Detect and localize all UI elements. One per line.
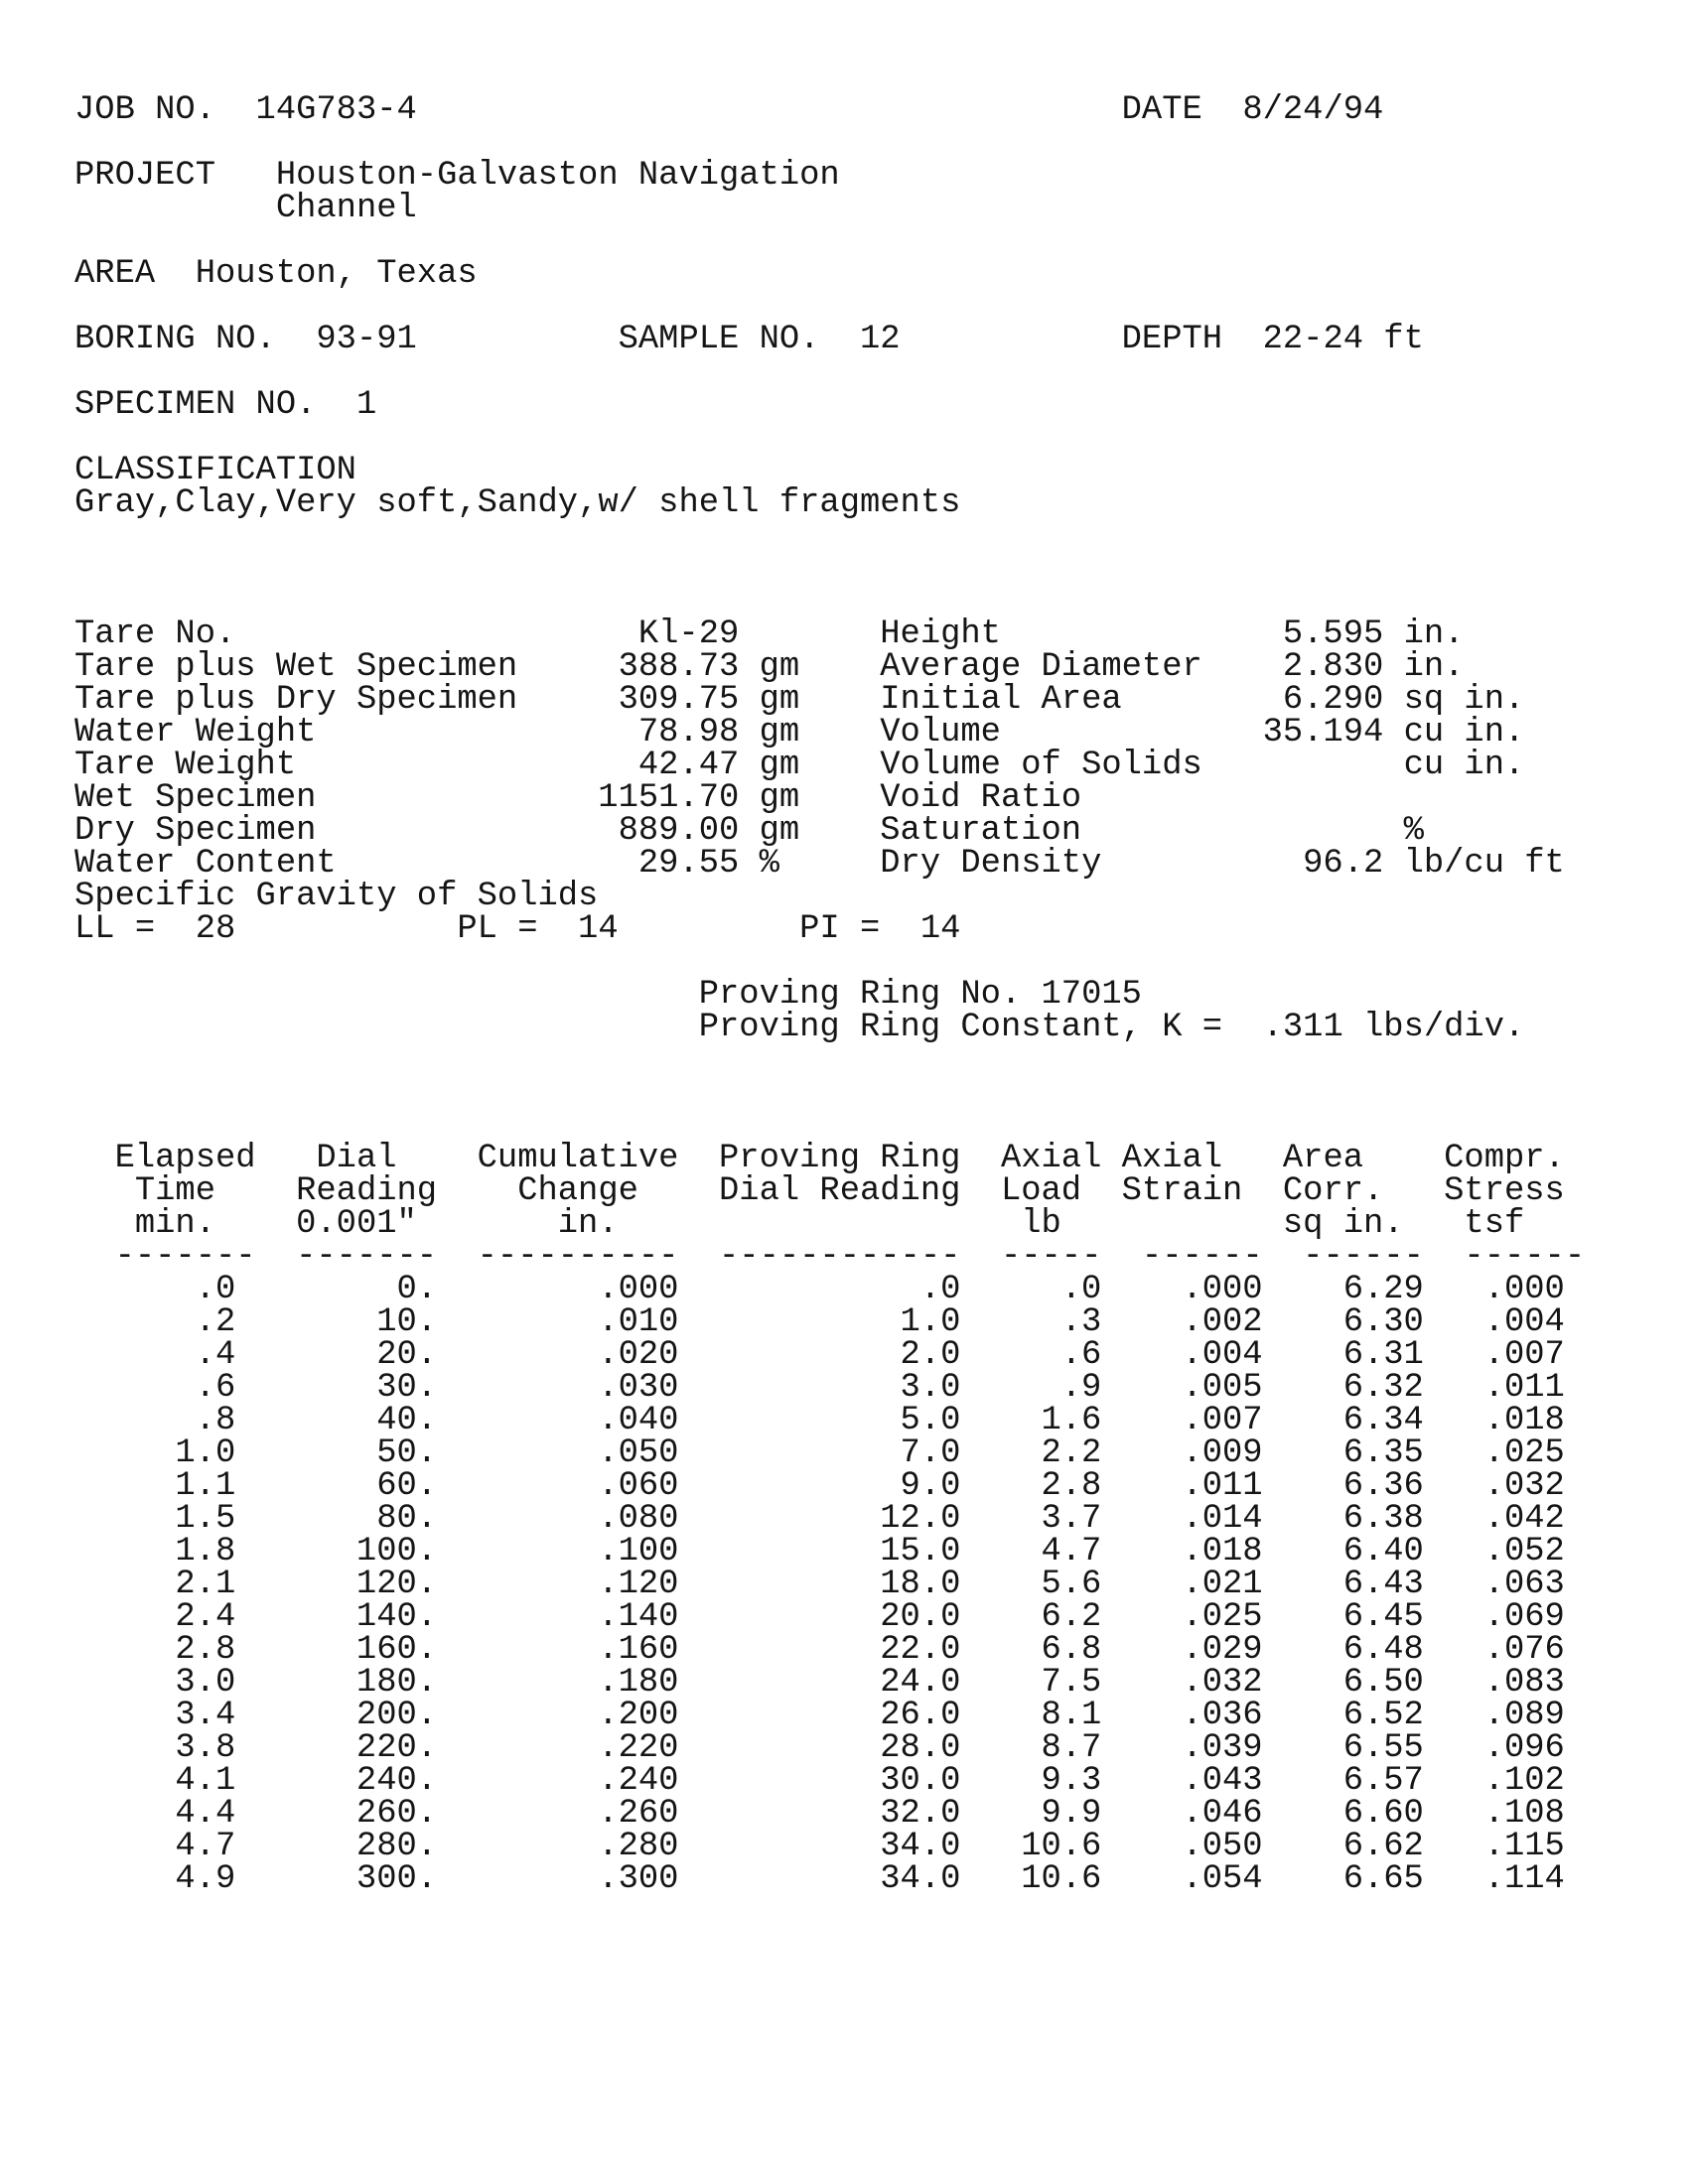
cell-axial-strain: .046: [1182, 1795, 1263, 1833]
cell-area-corr: 6.35: [1342, 1434, 1424, 1472]
cell-area-corr: 6.50: [1342, 1664, 1424, 1702]
atterberg-line: [74, 910, 1623, 948]
table-row: [74, 1271, 1623, 1308]
measurement-right-value: 96.2: [1303, 845, 1384, 883]
cell-axial-strain: .036: [1182, 1697, 1263, 1734]
cell-compr-stress: .025: [1483, 1434, 1565, 1472]
table-row: [74, 1303, 1623, 1341]
cell-area-corr: 6.52: [1342, 1697, 1424, 1734]
table-row: [74, 1533, 1623, 1570]
cell-dial-reading: 50.: [376, 1434, 438, 1472]
cell-proving-ring-dial: 2.0: [900, 1336, 961, 1374]
measurement-right-unit: cu in.: [1403, 714, 1525, 751]
cell-proving-ring-dial: .0: [919, 1271, 961, 1308]
measurement-left-value: 309.75: [618, 681, 740, 719]
ll-label: LL =: [74, 910, 156, 948]
cell-area-corr: 6.30: [1342, 1303, 1424, 1341]
cell-proving-ring-dial: 3.0: [900, 1369, 961, 1407]
cell-proving-ring-dial: 34.0: [880, 1860, 961, 1898]
table-header-line-2: [74, 1172, 1623, 1210]
proving-ring-k-value: .311: [1262, 1009, 1343, 1046]
cell-axial-load: .3: [1060, 1303, 1102, 1341]
cell-axial-load: 2.2: [1041, 1434, 1102, 1472]
cell-dial-reading: 100.: [355, 1533, 438, 1570]
cell-elapsed-time: 1.0: [175, 1434, 236, 1472]
column-header: Axial: [1000, 1140, 1102, 1177]
table-row: [74, 1795, 1623, 1833]
column-header: Axial: [1121, 1140, 1223, 1177]
measurement-right-unit: cu in.: [1403, 747, 1525, 784]
pl-value: 14: [578, 910, 619, 948]
cell-cumulative-change: .280: [598, 1828, 679, 1865]
specimen-line: [74, 386, 1623, 424]
cell-area-corr: 6.29: [1342, 1271, 1424, 1308]
project-name-1: Houston-Galvaston Navigation: [275, 157, 840, 195]
cell-elapsed-time: 3.8: [175, 1729, 236, 1767]
proving-ring-no-value: 17015: [1041, 976, 1142, 1014]
job-no-value: 14G783-4: [255, 91, 417, 129]
cell-axial-load: 8.1: [1041, 1697, 1102, 1734]
proving-ring-constant-line: [74, 1009, 1623, 1046]
cell-proving-ring-dial: 1.0: [900, 1303, 961, 1341]
area-line: [74, 255, 1623, 293]
classification-label: CLASSIFICATION: [74, 452, 356, 489]
measurement-left-unit: gm: [759, 648, 800, 686]
cell-cumulative-change: .060: [598, 1467, 679, 1505]
cell-area-corr: 6.40: [1342, 1533, 1424, 1570]
measurement-row: [74, 648, 1623, 686]
measurement-left-value: 388.73: [618, 648, 740, 686]
column-header: Cumulative: [477, 1140, 679, 1177]
table-row: [74, 1631, 1623, 1669]
cell-area-corr: 6.38: [1342, 1500, 1424, 1538]
cell-axial-strain: .043: [1182, 1762, 1263, 1800]
ll-value: 28: [195, 910, 236, 948]
measurement-right-unit: in.: [1403, 648, 1465, 686]
cell-elapsed-time: 2.4: [175, 1598, 236, 1636]
measurement-left-value: 42.47: [637, 747, 740, 784]
cell-cumulative-change: .010: [598, 1303, 679, 1341]
cell-compr-stress: .018: [1483, 1402, 1565, 1439]
cell-dial-reading: 120.: [355, 1566, 438, 1603]
cell-cumulative-change: .300: [598, 1860, 679, 1898]
column-header: Stress: [1444, 1172, 1565, 1210]
cell-axial-load: 9.3: [1041, 1762, 1102, 1800]
cell-axial-load: 7.5: [1041, 1664, 1102, 1702]
cell-area-corr: 6.57: [1342, 1762, 1424, 1800]
cell-dial-reading: 140.: [355, 1598, 438, 1636]
column-header: Compr.: [1444, 1140, 1565, 1177]
cell-elapsed-time: 3.4: [175, 1697, 236, 1734]
measurement-right-value: 6.290: [1282, 681, 1384, 719]
cell-elapsed-time: 1.5: [175, 1500, 236, 1538]
cell-axial-load: 10.6: [1021, 1860, 1102, 1898]
measurement-row: [74, 812, 1623, 850]
cell-dial-reading: 260.: [355, 1795, 438, 1833]
cell-compr-stress: .063: [1483, 1566, 1565, 1603]
column-header: Corr.: [1282, 1172, 1384, 1210]
cell-proving-ring-dial: 28.0: [880, 1729, 961, 1767]
pl-label: PL =: [457, 910, 538, 948]
cell-elapsed-time: 4.7: [175, 1828, 236, 1865]
cell-compr-stress: .000: [1483, 1271, 1565, 1308]
cell-area-corr: 6.45: [1342, 1598, 1424, 1636]
cell-axial-strain: .002: [1182, 1303, 1263, 1341]
cell-cumulative-change: .120: [598, 1566, 679, 1603]
depth-value: 22-24 ft: [1262, 321, 1424, 358]
cell-dial-reading: 40.: [376, 1402, 438, 1439]
boring-sample-depth-line: [74, 321, 1623, 358]
cell-elapsed-time: .6: [195, 1369, 236, 1407]
cell-axial-load: 1.6: [1041, 1402, 1102, 1439]
cell-compr-stress: .096: [1483, 1729, 1565, 1767]
measurement-left-value: 78.98: [637, 714, 740, 751]
table-separator: ------- ------- ---------- ------------ ----- ------ ------ ------: [74, 1238, 1586, 1276]
cell-axial-load: 3.7: [1041, 1500, 1102, 1538]
cell-axial-strain: .007: [1182, 1402, 1263, 1439]
cell-cumulative-change: .140: [598, 1598, 679, 1636]
measurement-right-label: Average Diameter: [880, 648, 1202, 686]
boring-label: BORING NO.: [74, 321, 276, 358]
cell-cumulative-change: .050: [598, 1434, 679, 1472]
measurement-right-value: 5.595: [1282, 615, 1384, 653]
measurement-left-label: Tare Weight: [74, 747, 297, 784]
measurement-right-unit: %: [1403, 812, 1424, 850]
measurement-right-label: Initial Area: [880, 681, 1122, 719]
cell-proving-ring-dial: 34.0: [880, 1828, 961, 1865]
column-header: Change: [517, 1172, 638, 1210]
cell-axial-strain: .004: [1182, 1336, 1263, 1374]
measurement-left-value: 29.55: [637, 845, 740, 883]
cell-compr-stress: .011: [1483, 1369, 1565, 1407]
table-row: [74, 1566, 1623, 1603]
table-row: [74, 1762, 1623, 1800]
cell-cumulative-change: .080: [598, 1500, 679, 1538]
measurement-left-unit: gm: [759, 812, 800, 850]
column-header: Reading: [296, 1172, 438, 1210]
cell-cumulative-change: .030: [598, 1369, 679, 1407]
cell-area-corr: 6.31: [1342, 1336, 1424, 1374]
project-line: [74, 157, 1623, 195]
cell-axial-strain: .014: [1182, 1500, 1263, 1538]
measurement-left-unit: gm: [759, 681, 800, 719]
column-header: Time: [134, 1172, 215, 1210]
measurement-left-label: Tare plus Dry Specimen: [74, 681, 518, 719]
cell-proving-ring-dial: 26.0: [880, 1697, 961, 1734]
cell-compr-stress: .115: [1483, 1828, 1565, 1865]
cell-area-corr: 6.60: [1342, 1795, 1424, 1833]
cell-compr-stress: .076: [1483, 1631, 1565, 1669]
specific-gravity-label: Specific Gravity of Solids: [74, 878, 599, 915]
cell-axial-strain: .000: [1182, 1271, 1263, 1308]
measurement-right-unit: in.: [1403, 615, 1465, 653]
cell-dial-reading: 240.: [355, 1762, 438, 1800]
job-no-label: JOB NO.: [74, 91, 215, 129]
measurement-right-label: Saturation: [880, 812, 1082, 850]
cell-cumulative-change: .020: [598, 1336, 679, 1374]
classification-value: Gray,Clay,Very soft,Sandy,w/ shell fragments: [74, 484, 961, 522]
measurement-right-label: Void Ratio: [880, 779, 1082, 817]
date-label: DATE: [1121, 91, 1202, 129]
column-header: Proving Ring: [719, 1140, 961, 1177]
cell-axial-strain: .029: [1182, 1631, 1263, 1669]
table-row: [74, 1336, 1623, 1374]
cell-area-corr: 6.65: [1342, 1860, 1424, 1898]
cell-proving-ring-dial: 24.0: [880, 1664, 961, 1702]
column-header: lb: [1021, 1205, 1061, 1243]
measurement-right-value: 35.194: [1262, 714, 1384, 751]
measurement-left-unit: gm: [759, 747, 800, 784]
table-header-line-1: [74, 1140, 1623, 1177]
table-row: [74, 1729, 1623, 1767]
cell-area-corr: 6.48: [1342, 1631, 1424, 1669]
table-row: [74, 1697, 1623, 1734]
document-body: [74, 91, 1623, 1898]
measurement-left-label: Water Content: [74, 845, 337, 883]
measurement-right-label: Volume: [880, 714, 1001, 751]
area-value: Houston, Texas: [195, 255, 478, 293]
cell-area-corr: 6.55: [1342, 1729, 1424, 1767]
cell-dial-reading: 30.: [376, 1369, 438, 1407]
measurement-right-unit: sq in.: [1403, 681, 1525, 719]
cell-elapsed-time: .8: [195, 1402, 236, 1439]
cell-axial-load: 8.7: [1041, 1729, 1102, 1767]
proving-ring-no-line: [74, 976, 1623, 1014]
cell-area-corr: 6.34: [1342, 1402, 1424, 1439]
cell-axial-strain: .005: [1182, 1369, 1263, 1407]
project-line-2: [74, 190, 1623, 227]
table-header-line-3: [74, 1205, 1623, 1243]
cell-area-corr: 6.36: [1342, 1467, 1424, 1505]
cell-proving-ring-dial: 18.0: [880, 1566, 961, 1603]
classification-value-line: [74, 484, 1623, 522]
cell-axial-load: 5.6: [1041, 1566, 1102, 1603]
cell-elapsed-time: 2.1: [175, 1566, 236, 1603]
cell-elapsed-time: 4.4: [175, 1795, 236, 1833]
cell-proving-ring-dial: 5.0: [900, 1402, 961, 1439]
cell-axial-strain: .054: [1182, 1860, 1263, 1898]
cell-elapsed-time: 4.1: [175, 1762, 236, 1800]
column-header: min.: [134, 1205, 215, 1243]
cell-compr-stress: .052: [1483, 1533, 1565, 1570]
cell-cumulative-change: .200: [598, 1697, 679, 1734]
cell-dial-reading: 0.: [396, 1271, 438, 1308]
cell-proving-ring-dial: 12.0: [880, 1500, 961, 1538]
cell-dial-reading: 300.: [355, 1860, 438, 1898]
depth-label: DEPTH: [1121, 321, 1223, 358]
sample-label: SAMPLE NO.: [618, 321, 820, 358]
measurement-right-unit: lb/cu ft: [1403, 845, 1565, 883]
specific-gravity-line: [74, 878, 1623, 915]
cell-axial-strain: .021: [1182, 1566, 1263, 1603]
cell-proving-ring-dial: 30.0: [880, 1762, 961, 1800]
cell-elapsed-time: .2: [195, 1303, 236, 1341]
cell-dial-reading: 220.: [355, 1729, 438, 1767]
cell-compr-stress: .114: [1483, 1860, 1565, 1898]
table-row: [74, 1434, 1623, 1472]
cell-axial-load: 4.7: [1041, 1533, 1102, 1570]
cell-dial-reading: 60.: [376, 1467, 438, 1505]
cell-cumulative-change: .040: [598, 1402, 679, 1439]
cell-axial-load: .6: [1060, 1336, 1102, 1374]
table-row: [74, 1664, 1623, 1702]
cell-elapsed-time: 1.8: [175, 1533, 236, 1570]
cell-elapsed-time: .0: [195, 1271, 236, 1308]
measurement-right-label: Height: [880, 615, 1001, 653]
cell-compr-stress: .069: [1483, 1598, 1565, 1636]
cell-cumulative-change: .240: [598, 1762, 679, 1800]
measurement-left-unit: gm: [759, 714, 800, 751]
measurement-right-label: Dry Density: [880, 845, 1102, 883]
cell-cumulative-change: .220: [598, 1729, 679, 1767]
table-row: [74, 1402, 1623, 1439]
boring-value: 93-91: [316, 321, 417, 358]
cell-compr-stress: .089: [1483, 1697, 1565, 1734]
data-table-header: [74, 1140, 1623, 1243]
cell-compr-stress: .032: [1483, 1467, 1565, 1505]
column-header: Dial Reading: [719, 1172, 961, 1210]
cell-cumulative-change: .100: [598, 1533, 679, 1570]
cell-dial-reading: 10.: [376, 1303, 438, 1341]
cell-axial-strain: .050: [1182, 1828, 1263, 1865]
measurement-right-label: Volume of Solids: [880, 747, 1202, 784]
cell-proving-ring-dial: 20.0: [880, 1598, 961, 1636]
cell-area-corr: 6.62: [1342, 1828, 1424, 1865]
cell-cumulative-change: .000: [598, 1271, 679, 1308]
sample-value: 12: [859, 321, 901, 358]
cell-axial-load: 10.6: [1021, 1828, 1102, 1865]
measurement-left-label: Tare No.: [74, 615, 236, 653]
column-header: sq in.: [1282, 1205, 1404, 1243]
cell-elapsed-time: 2.8: [175, 1631, 236, 1669]
measurements-block: [74, 615, 1623, 883]
cell-axial-load: 6.2: [1041, 1598, 1102, 1636]
proving-ring-no-label: Proving Ring No.: [698, 976, 1022, 1014]
project-name-2: Channel: [275, 190, 417, 227]
column-header: Area: [1282, 1140, 1364, 1177]
job-date-line: [74, 91, 1623, 129]
table-separator-line: [74, 1238, 1623, 1276]
column-header: Load: [1000, 1172, 1082, 1210]
cell-compr-stress: .083: [1483, 1664, 1565, 1702]
cell-compr-stress: .042: [1483, 1500, 1565, 1538]
cell-axial-strain: .039: [1182, 1729, 1263, 1767]
cell-axial-strain: .025: [1182, 1598, 1263, 1636]
cell-elapsed-time: 4.9: [175, 1860, 236, 1898]
project-label: PROJECT: [74, 157, 215, 195]
cell-compr-stress: .108: [1483, 1795, 1565, 1833]
cell-proving-ring-dial: 22.0: [880, 1631, 961, 1669]
cell-axial-strain: .009: [1182, 1434, 1263, 1472]
measurement-row: [74, 681, 1623, 719]
specimen-label: SPECIMEN NO.: [74, 386, 317, 424]
table-row: [74, 1369, 1623, 1407]
cell-compr-stress: .102: [1483, 1762, 1565, 1800]
data-table-body: [74, 1271, 1623, 1898]
measurement-left-value: Kl-29: [637, 615, 740, 653]
cell-proving-ring-dial: 9.0: [900, 1467, 961, 1505]
measurement-row: [74, 779, 1623, 817]
proving-ring-k-unit: lbs/div.: [1363, 1009, 1525, 1046]
date-value: 8/24/94: [1242, 91, 1384, 129]
column-header: 0.001": [296, 1205, 417, 1243]
cell-cumulative-change: .180: [598, 1664, 679, 1702]
measurement-row: [74, 845, 1623, 883]
pi-label: PI =: [799, 910, 881, 948]
measurement-left-unit: %: [759, 845, 779, 883]
cell-dial-reading: 160.: [355, 1631, 438, 1669]
cell-dial-reading: 80.: [376, 1500, 438, 1538]
specimen-value: 1: [355, 386, 377, 424]
pi-value: 14: [919, 910, 961, 948]
column-header: tsf: [1464, 1205, 1525, 1243]
column-header: Elapsed: [114, 1140, 256, 1177]
cell-compr-stress: .007: [1483, 1336, 1565, 1374]
cell-axial-load: 9.9: [1041, 1795, 1102, 1833]
cell-proving-ring-dial: 32.0: [880, 1795, 961, 1833]
table-row: [74, 1467, 1623, 1505]
measurement-left-label: Tare plus Wet Specimen: [74, 648, 518, 686]
cell-cumulative-change: .260: [598, 1795, 679, 1833]
cell-dial-reading: 20.: [376, 1336, 438, 1374]
measurement-row: [74, 747, 1623, 784]
cell-proving-ring-dial: 7.0: [900, 1434, 961, 1472]
cell-dial-reading: 180.: [355, 1664, 438, 1702]
cell-area-corr: 6.32: [1342, 1369, 1424, 1407]
cell-axial-load: 2.8: [1041, 1467, 1102, 1505]
cell-dial-reading: 200.: [355, 1697, 438, 1734]
measurement-left-label: Dry Specimen: [74, 812, 317, 850]
measurement-right-value: 2.830: [1282, 648, 1384, 686]
measurement-left-label: Wet Specimen: [74, 779, 317, 817]
cell-axial-load: 6.8: [1041, 1631, 1102, 1669]
cell-axial-strain: .011: [1182, 1467, 1263, 1505]
measurement-left-label: Water Weight: [74, 714, 317, 751]
column-header: in.: [557, 1205, 619, 1243]
measurement-left-value: 1151.70: [598, 779, 740, 817]
table-row: [74, 1828, 1623, 1865]
cell-elapsed-time: .4: [195, 1336, 236, 1374]
cell-elapsed-time: 1.1: [175, 1467, 236, 1505]
column-header: Dial: [316, 1140, 397, 1177]
table-row: [74, 1860, 1623, 1898]
measurement-row: [74, 714, 1623, 751]
measurement-row: [74, 615, 1623, 653]
cell-proving-ring-dial: 15.0: [880, 1533, 961, 1570]
area-label: AREA: [74, 255, 156, 293]
measurement-left-value: 889.00: [618, 812, 740, 850]
cell-axial-strain: .032: [1182, 1664, 1263, 1702]
table-row: [74, 1500, 1623, 1538]
measurement-left-unit: gm: [759, 779, 800, 817]
cell-axial-strain: .018: [1182, 1533, 1263, 1570]
cell-axial-load: .9: [1060, 1369, 1102, 1407]
cell-axial-load: .0: [1060, 1271, 1102, 1308]
cell-dial-reading: 280.: [355, 1828, 438, 1865]
proving-ring-k-label: Proving Ring Constant, K =: [698, 1009, 1223, 1046]
table-row: [74, 1598, 1623, 1636]
cell-cumulative-change: .160: [598, 1631, 679, 1669]
column-header: Strain: [1121, 1172, 1243, 1210]
cell-compr-stress: .004: [1483, 1303, 1565, 1341]
classification-label-line: [74, 452, 1623, 489]
cell-elapsed-time: 3.0: [175, 1664, 236, 1702]
cell-area-corr: 6.43: [1342, 1566, 1424, 1603]
